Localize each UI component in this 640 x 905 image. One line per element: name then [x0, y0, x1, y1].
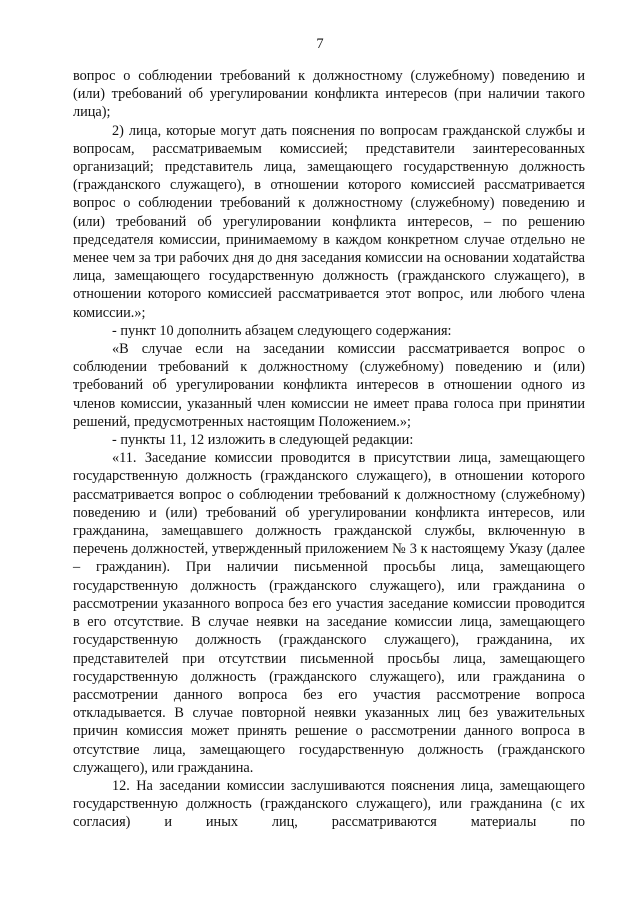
paragraph-quote-point-10: «В случае если на заседании комиссии рассматривается вопрос о соблюдении требований к должностному (служебному) поведению и (или) требований об урегулировании конфликта интересов в отношении одного из членов комиссии, указанный член комиссии не имеет права голоса при принятии решений, предусмотренных настоящим Положением.»; — [73, 341, 585, 430]
paragraph-amend-points-11-12: - пункты 11, 12 изложить в следующей редакции: — [112, 432, 414, 449]
paragraph-continuation: вопрос о соблюдении требований к должностному (служебному) поведению и (или) требований об урегулировании конфликта интересов (при наличии такого лица); — [73, 68, 585, 121]
paragraph-amend-point-10: - пункт 10 дополнить абзацем следующего содержания: — [112, 322, 452, 339]
document-body — [73, 67, 585, 832]
page-number: 7 — [316, 36, 324, 52]
paragraph-point-11: «11. Заседание комиссии проводится в присутствии лица, замещающего государственную должность (гражданского служащего), в отношении которого рассматривается вопрос о соблюдении требований к должностному (служебному) поведению и (или) требований об урегулировании конфликта интересов, или гражданина, замещавшего должность гражданской службы, включенную в перечень должностей, утвержденный приложением № 3 к настоящему Указу (далее – гражданин). При наличии письменной просьбы лица, замещающего государственную должность (гражданского служащего), или гражданина о рассмотрении указанного вопроса без его участия заседание комиссии проводится в его отсутствие. В случае неявки на заседание комиссии лица, замещающего государственную должность (гражданского служащего), гражданина, их представителей при отсутствии письменной просьбы лица, замещающего государственную должность (гражданского служащего), или гражданина о рассмотрении данного вопроса без его участия рассмотрение вопроса откладывается. В случае повторной неявки указанных лиц без уважительных причин комиссия может принять решение о рассмотрении данного вопроса в отсутствие лица, замещающего государственную должность (гражданского служащего), или гражданина. — [73, 450, 585, 776]
paragraph-point-12: 12. На заседании комиссии заслушиваются пояснения лица, замещающего государственную должность (гражданского служащего), или гражданина (с их согласия) и иных лиц, рассматриваются материалы по — [73, 777, 585, 831]
paragraph-item-2: 2) лица, которые могут дать пояснения по вопросам гражданской службы и вопросам, рассматриваемым комиссией; представители заинтересованных организаций; представитель лица, замещающего государственную должность (гражданского служащего), в отношении которого комиссией рассматривается вопрос о соблюдении требований к должностному (служебному) поведению и (или) требований об урегулировании конфликта интересов, – по решению председателя комиссии, принимаемому в каждом конкретном случае отдельно не менее чем за три рабочих дня до дня заседания комиссии на основании ходатайства лица, замещающего государственную должность (гражданского служащего), в отношении которого комиссией рассматривается этот вопрос, или любого члена комиссии.»; — [73, 122, 585, 321]
